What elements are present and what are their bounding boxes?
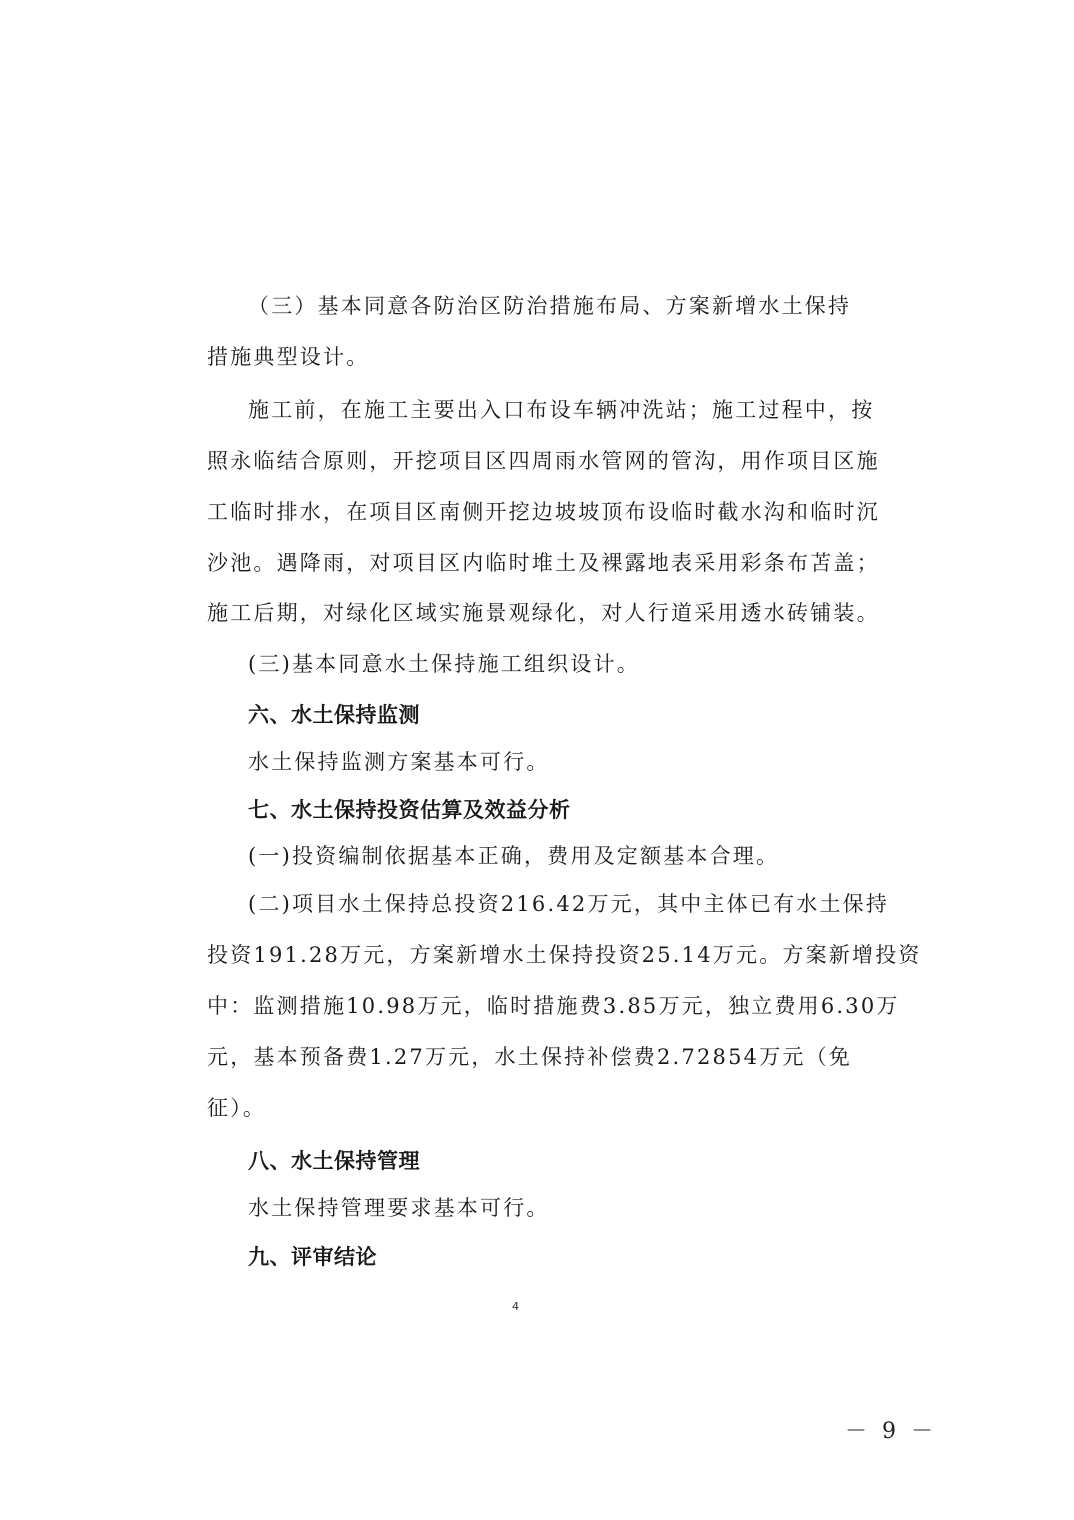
paragraph-line: 沙池。遇降雨，对项目区内临时堆土及裸露地表采用彩条布苫盖； [207,551,880,575]
inner-page-number: 4 [512,1300,519,1313]
section-heading: 九、评审结论 [248,1245,377,1269]
paragraph-line: 施工后期，对绿化区域实施景观绿化，对人行道采用透水砖铺装。 [207,601,880,625]
paragraph-line: 措施典型设计。 [207,345,370,369]
paragraph-line: 水土保持管理要求基本可行。 [248,1196,550,1220]
paragraph-line: 照永临结合原则，开挖项目区四周雨水管网的管沟，用作项目区施 [207,449,880,473]
section-heading: 八、水土保持管理 [248,1149,420,1173]
paragraph-line: (一)投资编制依据基本正确，费用及定额基本合理。 [248,844,780,868]
paragraph-line: 工临时排水，在项目区南侧开挖边坡坡顶布设临时截水沟和临时沉 [207,500,880,524]
paragraph-line: 水土保持监测方案基本可行。 [248,750,550,774]
paragraph-line: (三)基本同意水土保持施工组织设计。 [248,652,640,676]
section-heading: 七、水土保持投资估算及效益分析 [248,798,571,822]
paragraph-line: （三）基本同意各防治区防治措施布局、方案新增水土保持 [248,294,852,318]
section-heading: 六、水土保持监测 [248,703,420,727]
page-number: － 9 － [845,1419,937,1444]
paragraph-line: 施工前，在施工主要出入口布设车辆冲洗站；施工过程中，按 [248,398,875,422]
paragraph-line: 中：监测措施10.98万元，临时措施费3.85万元，独立费用6.30万 [207,994,900,1018]
paragraph-line: (二)项目水土保持总投资216.42万元，其中主体已有水土保持 [248,892,890,916]
paragraph-line: 元，基本预备费1.27万元，水土保持补偿费2.72854万元（免 [207,1045,852,1069]
paragraph-line: 征）。 [207,1096,267,1120]
paragraph-line: 投资191.28万元，方案新增水土保持投资25.14万元。方案新增投资 [207,943,922,967]
